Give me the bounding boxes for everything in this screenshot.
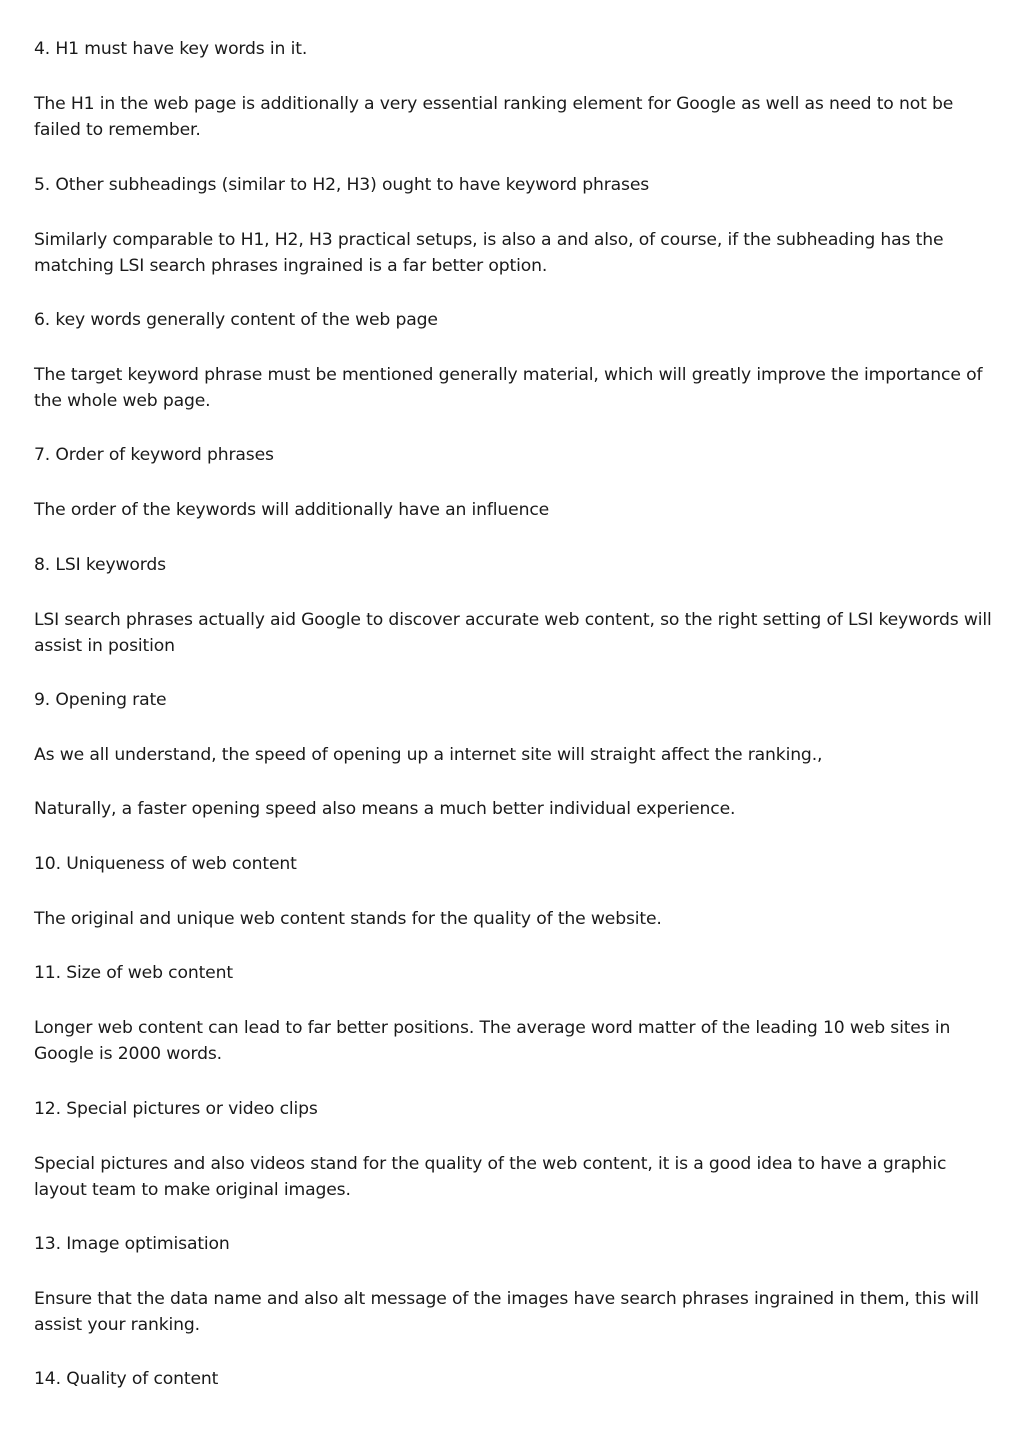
paragraph-special-pictures: Special pictures and also videos stand for the quality of the web content, it is a good idea to have a graphic layout team to make original images. [34,1154,947,1200]
paragraph-uniqueness: The original and unique web content stands for the quality of the website. [34,909,662,929]
paragraph-user-experience: Naturally, a faster opening speed also means a much better individual experience. [34,799,736,819]
heading-keywords-content: 6. key words generally content of the web page [34,310,438,330]
heading-image-optimisation: 13. Image optimisation [34,1234,230,1254]
heading-opening-rate: 9. Opening rate [34,690,167,710]
paragraph-h1-ranking: The H1 in the web page is additionally a very essential ranking element for Google as well as need to not be failed to remember. [34,94,954,140]
paragraph-subheadings: Similarly comparable to H1, H2, H3 practical setups, is also a and also, of course, if the subheading has the matching LSI search phrases ingrained is a far better option. [34,230,944,276]
paragraph-opening-speed: As we all understand, the speed of opening up a internet site will straight affect the ranking., [34,745,823,765]
heading-keyword-order: 7. Order of keyword phrases [34,445,274,465]
heading-special-pictures: 12. Special pictures or video clips [34,1099,318,1119]
heading-uniqueness: 10. Uniqueness of web content [34,854,297,874]
paragraph-lsi-keywords: LSI search phrases actually aid Google to discover accurate web content, so the right setting of LSI keywords will assist in position [34,610,992,656]
heading-content-size: 11. Size of web content [34,963,233,983]
heading-quality-of-content: 14. Quality of content [34,1369,219,1389]
paragraph-keywords-content: The target keyword phrase must be mentioned generally material, which will greatly improve the importance of the whole web page. [34,365,983,411]
paragraph-keyword-order: The order of the keywords will additionally have an influence [34,500,550,520]
heading-lsi-keywords: 8. LSI keywords [34,555,166,575]
paragraph-image-optimisation: Ensure that the data name and also alt message of the images have search phrases ingrained in them, this will assist your ranking. [34,1289,979,1335]
heading-subheadings: 5. Other subheadings (similar to H2, H3) ought to have keyword phrases [34,175,650,195]
paragraph-content-size: Longer web content can lead to far better positions. The average word matter of the leading 10 web sites in Google is 2000 words. [34,1018,951,1064]
heading-h1-keywords: 4. H1 must have key words in it. [34,39,308,59]
